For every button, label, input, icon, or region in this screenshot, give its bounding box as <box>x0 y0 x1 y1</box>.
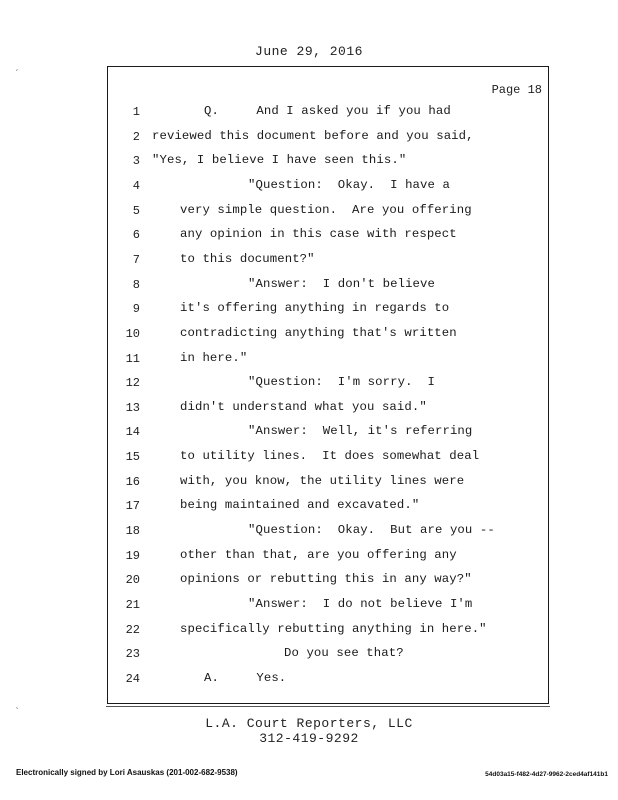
electronic-signature-note: Electronically signed by Lori Asauskas (201-002-682-9538) <box>16 768 238 777</box>
court-reporter-name: L.A. Court Reporters, LLC <box>205 716 413 731</box>
line-number: 12 <box>125 376 140 391</box>
transcript-line: "Answer: Well, it's referring <box>248 424 473 439</box>
transcript-line: any opinion in this case with respect <box>180 227 457 242</box>
transcript-line: didn't understand what you said." <box>180 399 427 414</box>
transcript-line: very simple question. Are you offering <box>180 202 472 217</box>
line-number: 21 <box>125 598 140 612</box>
transcript-line: other than that, are you offering any <box>180 547 457 562</box>
transcript-line: "Question: I'm sorry. I <box>248 375 435 390</box>
transcript-line: to this document?" <box>180 251 315 266</box>
scan-mark: ˎ <box>14 700 21 711</box>
line-number: 8 <box>132 277 140 292</box>
line-number: 22 <box>125 622 140 637</box>
line-number: 2 <box>132 129 140 144</box>
line-number: 4 <box>132 178 140 193</box>
transcript-line: A. Yes. <box>204 670 287 685</box>
document-id: 54d03a15-f482-4d27-9962-2ced4af141b1 <box>485 771 608 778</box>
transcript-line: to utility lines. It does somewhat deal <box>180 449 480 464</box>
line-number: 5 <box>132 203 140 218</box>
transcript-line: being maintained and excavated." <box>180 498 420 513</box>
line-number: 20 <box>125 573 140 588</box>
transcript-line: contradicting anything that's written <box>180 325 457 340</box>
line-number: 3 <box>132 154 140 169</box>
transcript-line: "Answer: I do not believe I'm <box>248 597 473 611</box>
transcript-line: with, you know, the utility lines were <box>180 473 465 488</box>
line-number: 1 <box>132 105 140 119</box>
transcript-page <box>107 66 549 704</box>
line-number: 19 <box>125 548 140 563</box>
court-reporter-phone: 312-419-9292 <box>259 731 359 746</box>
line-number: 14 <box>125 425 140 440</box>
line-number: 10 <box>125 326 140 341</box>
line-number: 6 <box>132 228 140 243</box>
line-number: 18 <box>125 524 140 539</box>
transcript-line: it's offering anything in regards to <box>180 301 450 316</box>
line-number: 17 <box>125 499 140 514</box>
line-number: 16 <box>125 474 140 489</box>
transcript-line: Q. And I asked you if you had <box>204 104 451 118</box>
transcript-line: "Yes, I believe I have seen this." <box>152 153 407 168</box>
line-number: 7 <box>132 252 140 267</box>
transcript-line: Do you see that? <box>284 646 404 661</box>
line-number: 9 <box>132 302 140 317</box>
line-number: 13 <box>125 400 140 415</box>
line-number: 15 <box>125 450 140 465</box>
transcript-date: June 29, 2016 <box>255 44 363 59</box>
scan-mark: ˊ <box>14 70 21 81</box>
transcript-line: in here." <box>180 350 248 365</box>
line-number: 23 <box>125 647 140 662</box>
transcript-line: specifically rebutting anything in here." <box>180 621 487 636</box>
line-number: 11 <box>125 351 140 366</box>
transcript-line: "Question: Okay. But are you -- <box>248 523 495 538</box>
transcript-line: "Answer: I don't believe <box>248 276 435 291</box>
transcript-line: opinions or rebutting this in any way?" <box>180 572 472 587</box>
page-number: Page 18 <box>491 83 542 97</box>
transcript-line: reviewed this document before and you said, <box>152 128 474 143</box>
line-number: 24 <box>125 671 140 686</box>
transcript-line: "Question: Okay. I have a <box>248 177 450 192</box>
